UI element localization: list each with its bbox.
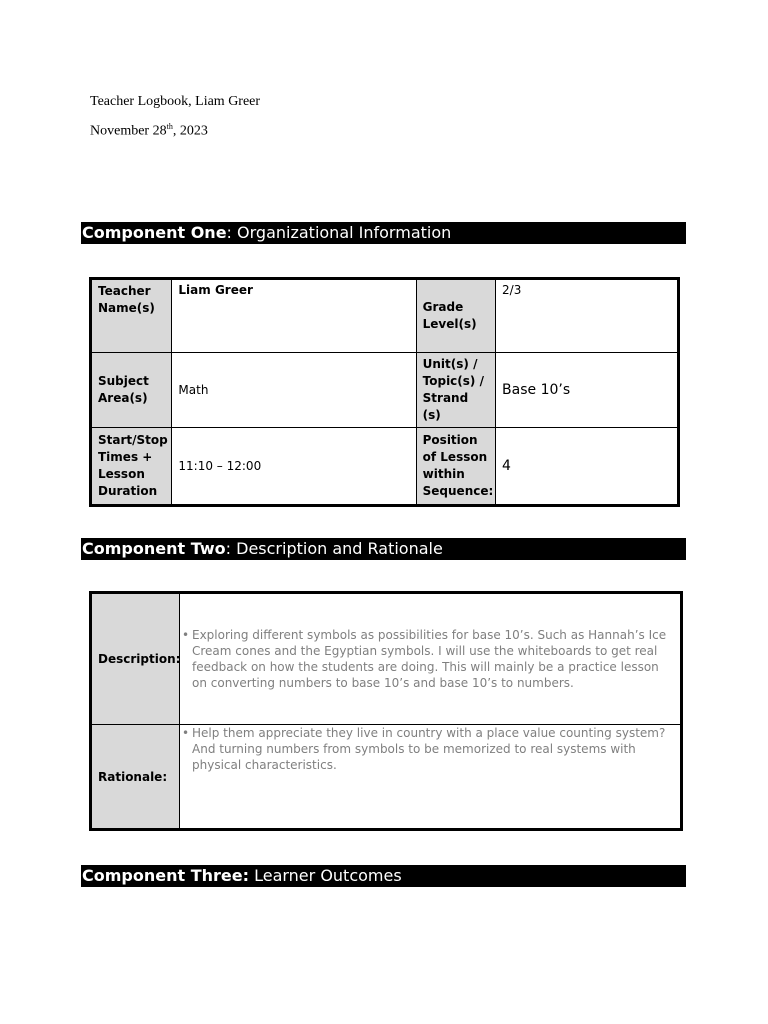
start-stop-times-label: Start/Stop Times + Lesson Duration — [91, 428, 172, 506]
subject-area-label: Subject Area(s) — [91, 353, 172, 428]
table-row — [91, 428, 679, 506]
rationale-text: Help them appreciate they live in country with a place value counting system? And turning numbers from symbols to be memorized to real systems with physical characteristics. — [192, 726, 666, 772]
document-date: November 28th, 2023 — [90, 122, 208, 139]
rationale-label: Rationale: — [91, 725, 180, 830]
description-content — [180, 593, 682, 725]
lesson-position-label: Position of Lesson within Sequence: — [416, 428, 495, 506]
section-heading-description-rationale: Component Two: Description and Rationale — [81, 538, 686, 560]
section-heading-organizational-information: Component One: Organizational Information — [81, 222, 686, 244]
grade-level-value: 2/3 — [496, 279, 679, 353]
start-stop-times-value: 11:10 – 12:00 — [172, 428, 416, 506]
rationale-content — [180, 725, 682, 830]
unit-topic-value: Base 10’s — [496, 353, 679, 428]
grade-level-label: Grade Level(s) — [416, 279, 495, 353]
table-row — [91, 725, 682, 830]
bullet-icon: • — [182, 726, 190, 740]
organizational-info-table — [89, 277, 680, 507]
bullet-icon: • — [182, 628, 190, 642]
unit-topic-label: Unit(s) / Topic(s) / Strand (s) — [416, 353, 495, 428]
description-label: Description: — [91, 593, 180, 725]
table-row — [91, 353, 679, 428]
table-row — [91, 593, 682, 725]
description-text: Exploring different symbols as possibilities for base 10’s. Such as Hannah’s Ice Cream cones and the Egyptian symbols. I will use the whiteboards to get real feedback on how the students are doing. This will mainly be a practice lesson on converting numbers to base 10’s and base 10’s to numbers. — [192, 628, 667, 690]
document-title: Teacher Logbook, Liam Greer — [90, 94, 261, 109]
teacher-name-label: Teacher Name(s) — [91, 279, 172, 353]
table-row — [91, 279, 679, 353]
section-heading-learner-outcomes: Component Three: Learner Outcomes — [81, 865, 686, 887]
subject-area-value: Math — [172, 353, 416, 428]
list-item — [184, 725, 676, 773]
description-rationale-table — [89, 591, 683, 831]
list-item — [184, 627, 676, 691]
lesson-position-value: 4 — [496, 428, 679, 506]
teacher-name-value: Liam Greer — [172, 279, 416, 353]
